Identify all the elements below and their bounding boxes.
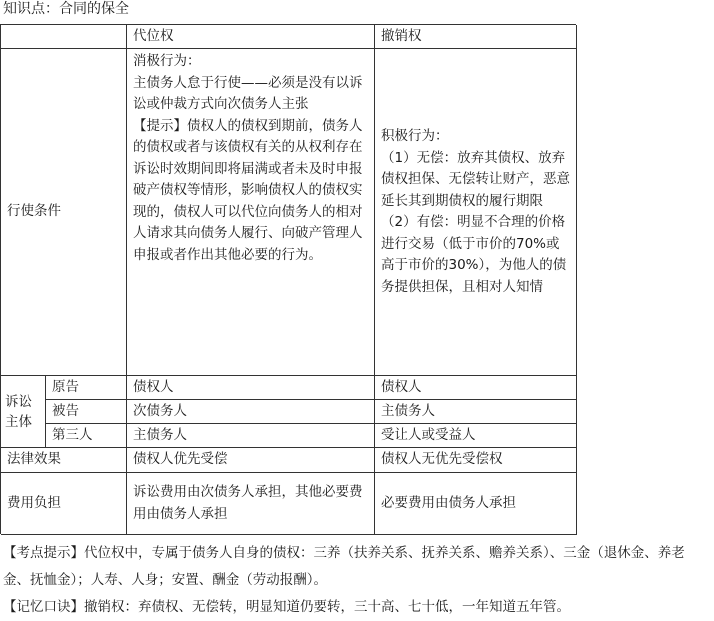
cell-subrogation-conditions: [127, 49, 375, 376]
subrogation-condition-tip: 【提示】债权人的债权到期前，债务人的债权或者与该债权有关的从权利存在诉讼时效期间即将届满或者未及时申报破产债权等情形，影响债权人的债权实现的，债权人可以代位向债务人的相对人请求其向债务人履行、向破产管理人申报或者作出其他必要的行为。: [133, 117, 363, 263]
costs-subrogation: 诉讼费用由次债务人承担，其他必要费用由债务人承担: [127, 473, 375, 535]
plaintiff-revocation: 债权人: [375, 376, 577, 400]
exam-tip: 【考点提示】代位权中，专属于债务人自身的债权：三养（扶养关系、抚养关系、赡养关系）、三金（退休金、养老金、抚恤金）；人寿、人身；安置、酬金（劳动报酬）。: [3, 545, 685, 588]
row-label-litigation: 诉讼主体: [1, 376, 46, 448]
legal-effect-subrogation: 债权人优先受偿: [127, 448, 375, 473]
cell-revocation-conditions: [375, 49, 577, 376]
third-party-subrogation: 主债务人: [127, 424, 375, 448]
litigation-role-plaintiff: 原告: [46, 376, 127, 400]
row-label-exercise-conditions: 行使条件: [1, 49, 127, 376]
revocation-condition-gratuitous: （1）无偿：放弃其债权、放弃债权担保、无偿转让财产，恶意延长其到期债权的履行期限: [381, 149, 570, 209]
page-title: 知识点：合同的保全: [3, 1, 129, 17]
row-label-legal-effect: 法律效果: [1, 448, 127, 473]
subrogation-condition-main: 主债务人怠于行使——必须是没有以诉讼或仲裁方式向次债务人主张: [133, 74, 363, 112]
comparison-table: [0, 24, 576, 534]
row-label-costs: 费用负担: [1, 473, 127, 535]
plaintiff-subrogation: 债权人: [127, 376, 375, 400]
defendant-revocation: 主债务人: [375, 400, 577, 424]
litigation-role-third-party: 第三人: [46, 424, 127, 448]
mnemonic: 【记忆口诀】撤销权：弃债权、无偿转，明显知道仍要转，三十高、七十低，一年知道五年管。: [3, 599, 570, 615]
table-corner-cell: [1, 25, 127, 49]
revocation-condition-onerous: （2）有偿：明显不合理的价格进行交易（低于市价的70%或高于市价的30%），为他人的债务提供担保，且相对人知情: [381, 214, 567, 295]
costs-revocation: 必要费用由债务人承担: [375, 473, 577, 535]
defendant-subrogation: 次债务人: [127, 400, 375, 424]
third-party-revocation: 受让人或受益人: [375, 424, 577, 448]
litigation-role-defendant: 被告: [46, 400, 127, 424]
subrogation-condition-heading: 消极行为：: [133, 53, 201, 69]
revocation-condition-heading: 积极行为：: [381, 128, 449, 144]
legal-effect-revocation: 债权人无优先受偿权: [375, 448, 577, 473]
header-revocation: 撤销权: [375, 25, 577, 49]
header-subrogation: 代位权: [127, 25, 375, 49]
